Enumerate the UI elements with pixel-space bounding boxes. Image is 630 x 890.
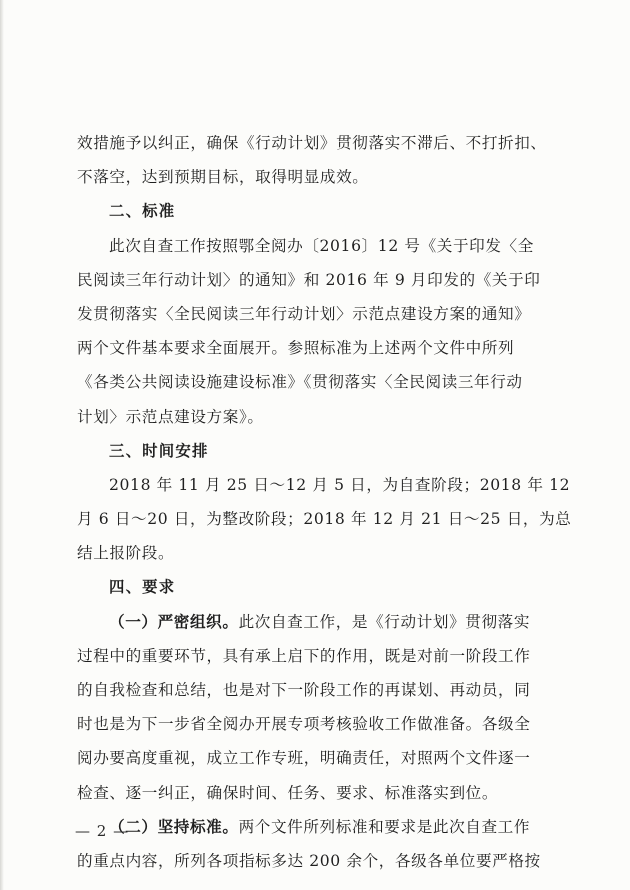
body-line: 民阅读三年行动计划〉的通知》和 2016 年 9 月印发的《关于印 xyxy=(77,270,541,289)
body-line: 阅办要高度重视，成立工作专班，明确责任，对照两个文件逐一 xyxy=(77,749,531,768)
page-number: — 2 — xyxy=(75,822,130,840)
subheading-standard: （二）坚持标准。 xyxy=(109,817,239,836)
body-line: 时也是为下一步省全阅办开展专项考核验收工作做准备。各级全 xyxy=(77,715,531,734)
body-line: 的自我检查和总结，也是对下一阶段工作的再谋划、再动员，同 xyxy=(77,681,531,699)
body-line: 两个文件基本要求全面展开。参照标准为上述两个文件中所列 xyxy=(77,339,515,358)
body-line: 不落空，达到预期目标，取得明显成效。 xyxy=(77,168,369,187)
body-line xyxy=(77,810,555,844)
body-line xyxy=(77,605,555,639)
body-line: 此次自查工作按照鄂全阅办〔2016〕12 号《关于印发〈全 xyxy=(109,236,534,255)
body-line: 效措施予以纠正，确保《行动计划》贯彻落实不滞后、不打折扣、 xyxy=(77,134,547,152)
body-text: 两个文件所列标准和要求是此次自查工作 xyxy=(238,817,531,836)
body-text: 此次自查工作，是《行动计划》贯彻落实 xyxy=(238,612,531,631)
body-line: 结上报阶段。 xyxy=(77,544,175,563)
section-heading-requirements: 四、要求 xyxy=(109,578,176,597)
body-line: 检查、逐一纠正，确保时间、任务、要求、标准落实到位。 xyxy=(77,783,499,802)
body-line: 计划〉示范点建设方案》。 xyxy=(77,407,264,426)
document-body xyxy=(77,126,572,878)
body-line: 2018 年 11 月 25 日～12 月 5 日，为自查阶段；2018 年 12 xyxy=(109,475,571,494)
section-heading-standard: 二、标准 xyxy=(109,202,176,221)
body-line: 的重点内容，所列各项指标多达 200 余个，各级各单位要严格按 xyxy=(77,851,541,870)
body-line: 过程中的重要环节，具有承上启下的作用，既是对前一阶段工作 xyxy=(77,646,531,665)
section-heading-schedule: 三、时间安排 xyxy=(109,441,209,460)
body-line: 发贯彻落实〈全民阅读三年行动计划〉示范点建设方案的通知》 xyxy=(77,304,531,323)
scan-edge xyxy=(0,0,4,890)
body-line: 《各类公共阅读设施建设标准》《贯彻落实〈全民阅读三年行动 xyxy=(77,373,523,392)
subheading-organize: （一）严密组织。 xyxy=(109,612,239,631)
body-line: 月 6 日～20 日，为整改阶段；2018 年 12 月 21 日～25 日，为总 xyxy=(77,510,572,529)
